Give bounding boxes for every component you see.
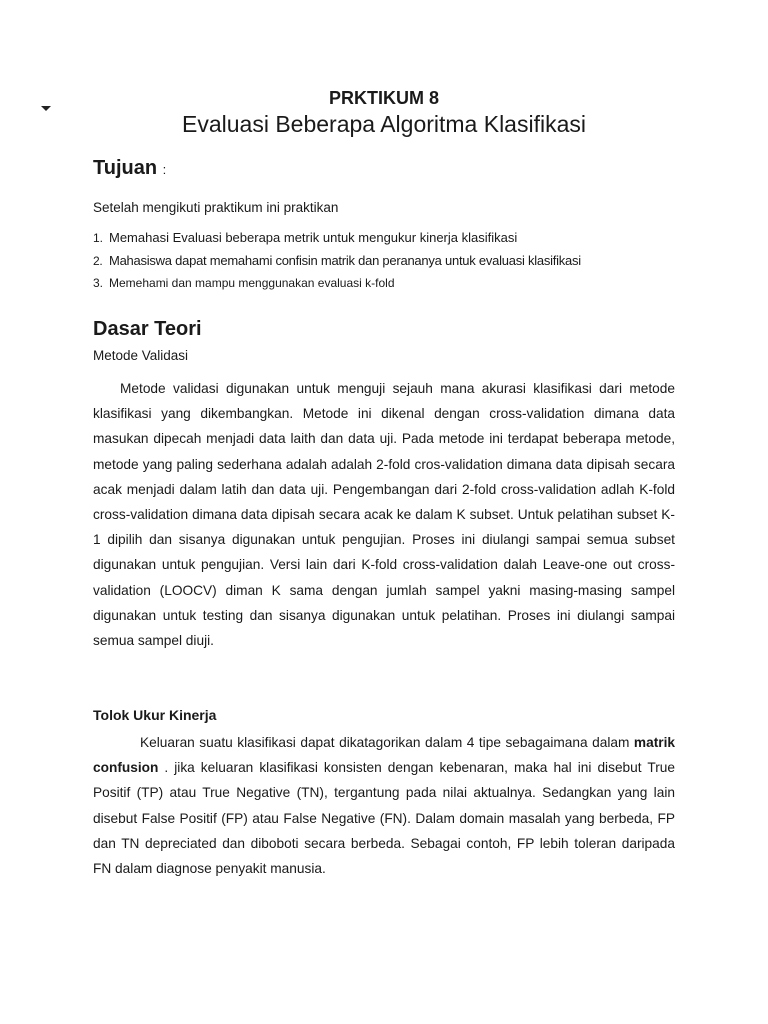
list-text: Memehami dan mampu menggunakan evaluasi k-fold: [109, 276, 395, 290]
list-number: 3.: [93, 276, 104, 290]
list-number: 1.: [93, 231, 104, 245]
matrik-confusion-term: matrik confusion: [93, 735, 675, 776]
dasar-teori-heading: Dasar Teori: [93, 318, 202, 340]
tolok-ukur-text-start: Keluaran suatu klasifikasi dapat dikatagorikan dalam 4 tipe sebagaimana dalam: [140, 735, 634, 750]
caret-down-icon[interactable]: [41, 106, 51, 111]
tolok-ukur-paragraph: [93, 730, 675, 881]
list-item: [93, 230, 517, 245]
metode-validasi-subheading: Metode Validasi: [93, 348, 189, 363]
list-text: Memahasi Evaluasi beberapa metrik untuk mengukur kinerja klasifikasi: [109, 230, 518, 245]
list-item: [93, 276, 395, 290]
tujuan-colon: :: [162, 162, 167, 177]
list-number: 2.: [93, 254, 103, 268]
tujuan-heading-text: Tujuan: [93, 157, 158, 179]
list-item: [93, 253, 581, 268]
tolok-ukur-heading: Tolok Ukur Kinerja: [93, 707, 217, 723]
metode-validasi-paragraph: Metode validasi digunakan untuk menguji sejauh mana akurasi klasifikasi dari metode klasifikasi yang dikembangkan. Metode ini dikenal dengan cross-validation dimana data masukan dipecah menjadi data laith dan data uji. Pada metode ini terdapat beberapa metode, metode yang paling sederhana adalah adalah 2-fold cros-validation dimana data dipisah secara acak menjadi dalam latih dan data uji. Pengembangan dari 2-fold cross-validation adlah K-fold cross-validation dimana data dipisah secara acak ke dalam K subset. Untuk pelatihan subset K-1 dipilih dan sisanya digunakan untuk pengujian. Proses ini diulangi sampai semua subset digunakan untuk pengujian. Versi lain dari K-fold cross-validation dalah Leave-one out cross-validation (LOOCV) diman K sama dengan jumlah sampel yakni masing-masing sampel digunakan untuk testing dan sisanya digunakan untuk pelatihan. Proses ini diulangi sampai semua sampel diuji.: [93, 381, 675, 649]
list-text: Mahasiswa dapat memahami confisin matrik dan perananya untuk evaluasi klasifikasi: [109, 253, 581, 268]
tujuan-heading: [93, 157, 166, 180]
tujuan-intro: Setelah mengikuti praktikum ini praktikan: [93, 200, 339, 215]
page-title: Evaluasi Beberapa Algoritma Klasifikasi: [182, 111, 586, 137]
practicum-number: PRKTIKUM 8: [328, 88, 439, 108]
tolok-ukur-text-end: . jika keluaran klasifikasi konsisten dengan kebenaran, maka hal ini disebut True Positif (TP) atau True Negative (TN), tergantung pada nilai aktualnya. Sedangkan yang lain disebut False Positif (FP) atau False Negative (FN). Dalam domain masalah yang berbeda, FP dan TN depreciated dan diboboti secara berbeda. Sebagai contoh, FP lebih toleran daripada FN dalam diagnose penyakit manusia.: [93, 760, 675, 877]
